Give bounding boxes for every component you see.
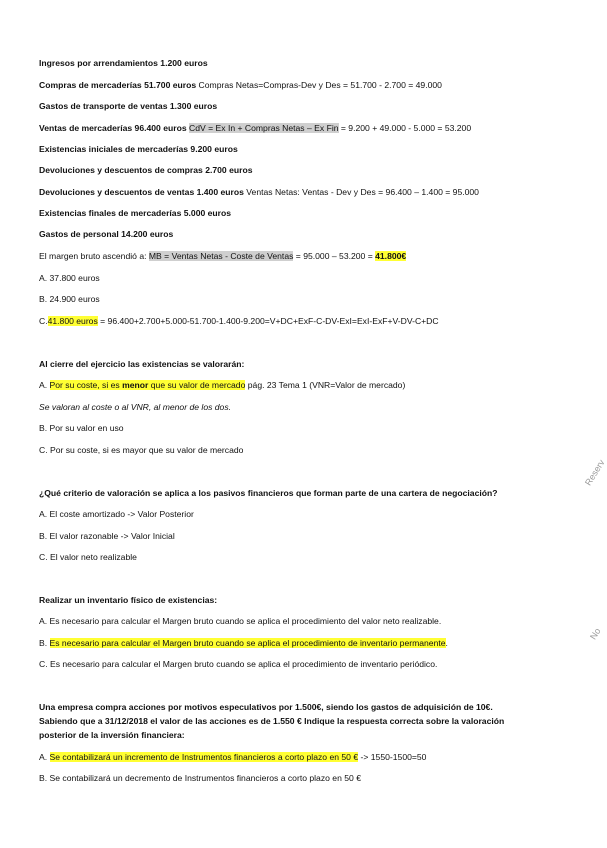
margen-question-text: El margen bruto ascendió a:	[39, 251, 147, 261]
data-line-dev-compras: Devoluciones y descuentos de compras 2.700 euros	[39, 165, 253, 175]
watermark-text: Reserv	[583, 457, 607, 488]
mb-result: 41.800€	[375, 251, 407, 261]
answer-part: que su valor de mercado	[148, 380, 246, 390]
option-a	[39, 380, 405, 391]
option-b: B. Se contabilizará un decremento de Instrumentos financieros a corto plazo en 50 €	[39, 773, 361, 783]
option-b: B. El valor razonable -> Valor Inicial	[39, 531, 175, 541]
option-c-answer: 41.800 euros	[47, 316, 98, 326]
option-a-prefix: A.	[39, 380, 50, 390]
explanation-note: Se valoran al coste o al VNR, al menor de los dos.	[39, 402, 232, 412]
answer-emphasis: menor	[122, 380, 149, 390]
option-b-prefix: B.	[39, 638, 50, 648]
mb-formula: MB = Ventas Netas - Coste de Ventas	[148, 251, 294, 261]
question-acciones-line2: Sabiendo que a 31/12/2018 el valor de las acciones es de 1.550 € Indique la respuesta correcta sobre la valoración	[39, 716, 505, 726]
data-line-dev-ventas	[39, 187, 479, 198]
option-a: A. Es necesario para calcular el Margen bruto cuando se aplica el procedimiento del valor neto realizable.	[39, 616, 442, 626]
ventas-label: Ventas de mercaderías 96.400 euros	[39, 123, 187, 133]
question-pasivos: ¿Qué criterio de valoración se aplica a los pasivos financieros que forman parte de una cartera de negociación?	[39, 488, 498, 498]
question-acciones-line3: posterior de la inversión financiera:	[39, 730, 185, 740]
ventas-netas-calc: Ventas Netas: Ventas - Dev y Des = 96.400 – 1.400 = 95.000	[243, 187, 479, 197]
option-c-prefix: C.	[39, 316, 48, 326]
option-a	[39, 752, 426, 763]
data-line-compras	[39, 80, 442, 91]
option-c: C. El valor neto realizable	[39, 552, 137, 562]
option-c: C. Es necesario para calcular el Margen bruto cuando se aplica el procedimiento de inventario periódico.	[39, 659, 438, 669]
compras-label: Compras de mercaderías 51.700 euros	[39, 80, 197, 90]
option-b	[39, 638, 448, 649]
option-b-answer: Es necesario para calcular el Margen bruto cuando se aplica el procedimiento de inventario permanente	[49, 638, 446, 648]
question-margen-bruto	[39, 251, 406, 262]
dev-ventas-label: Devoluciones y descuentos de ventas 1.400 euros	[39, 187, 244, 197]
option-b: B. Por su valor en uso	[39, 423, 124, 433]
option-b: B. 24.900 euros	[39, 294, 100, 304]
question-inventario: Realizar un inventario físico de existencias:	[39, 595, 218, 605]
option-a: A. El coste amortizado -> Valor Posterior	[39, 509, 194, 519]
cdv-calc: = 9.200 + 49.000 - 5.000 = 53.200	[338, 123, 472, 133]
watermark-text: No	[588, 626, 603, 642]
data-line-personal: Gastos de personal 14.200 euros	[39, 229, 174, 239]
option-a: A. 37.800 euros	[39, 273, 100, 283]
compras-calc: Compras Netas=Compras-Dev y Des = 51.700 - 2.700 = 49.000	[196, 80, 442, 90]
mb-calc: = 95.000 – 53.200 =	[293, 251, 376, 261]
data-line-transporte: Gastos de transporte de ventas 1.300 euros	[39, 101, 218, 111]
option-a-prefix: A.	[39, 752, 50, 762]
answer-part: Por su coste, si es	[49, 380, 123, 390]
data-line-ventas	[39, 123, 471, 134]
option-b-end: .	[445, 638, 448, 648]
option-c: C. Por su coste, si es mayor que su valor de mercado	[39, 445, 244, 455]
option-a-calc: -> 1550-1500=50	[358, 752, 427, 762]
question-existencias: Al cierre del ejercicio las existencias se valorarán:	[39, 359, 245, 369]
option-a-note: pág. 23 Tema 1 (VNR=Valor de mercado)	[245, 380, 406, 390]
option-c	[39, 316, 439, 327]
option-a-answer	[50, 380, 246, 390]
data-line-existencias-finales: Existencias finales de mercaderías 5.000 euros	[39, 208, 232, 218]
option-c-calc: = 96.400+2.700+5.000-51.700-1.400-9.200=V+DC+ExF-C-DV-ExI=ExI-ExF+V-DV-C+DC	[97, 316, 439, 326]
data-line-existencias-iniciales: Existencias iniciales de mercaderías 9.200 euros	[39, 144, 238, 154]
data-line-ingresos: Ingresos por arrendamientos 1.200 euros	[39, 58, 208, 68]
option-a-answer: Se contabilizará un incremento de Instrumentos financieros a corto plazo en 50 €	[49, 752, 359, 762]
cdv-formula: CdV = Ex In + Compras Netas – Ex Fin	[189, 123, 339, 133]
question-acciones-line1: Una empresa compra acciones por motivos especulativos por 1.500€, siendo los gastos de adquisición de 10€.	[39, 702, 493, 712]
